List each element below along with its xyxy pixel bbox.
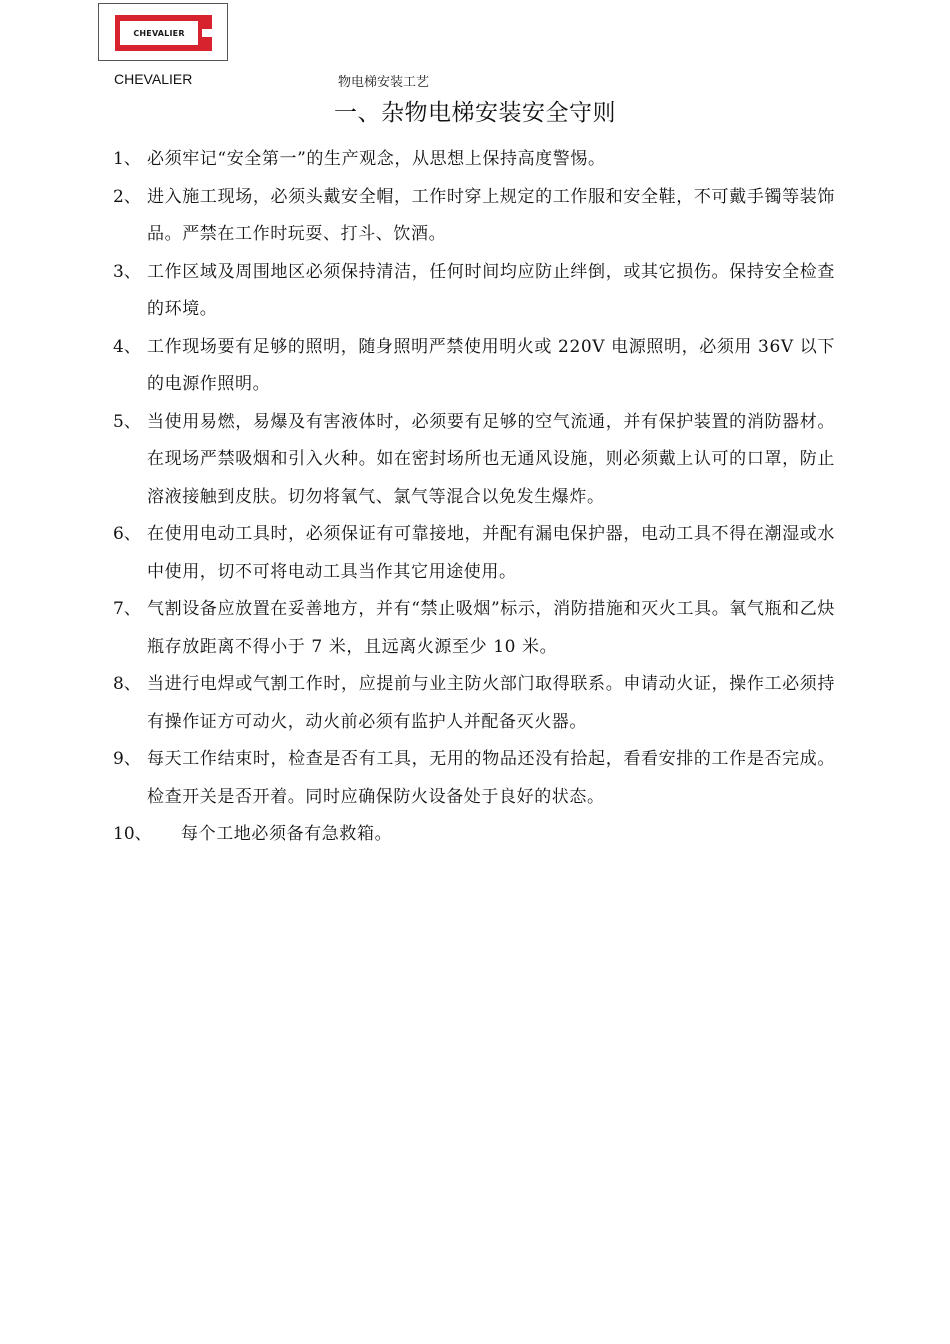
rule-item: [113, 591, 835, 666]
rule-number: 10、: [113, 824, 152, 844]
logo-notch: [202, 29, 212, 37]
rule-number: 2、: [113, 186, 141, 207]
rule-number: 8、: [113, 674, 141, 694]
rule-item: [113, 516, 835, 591]
rules-list: [113, 141, 835, 854]
rule-text: 工作现场要有足够的照明，随身照明严禁使用明火或 220V 电源照明，必须用 36V 以下的电源作照明。: [147, 336, 835, 394]
logo-red-frame: [115, 15, 212, 51]
rule-text: 在使用电动工具时，必须保证有可靠接地，并配有漏电保护器，电动工具不得在潮湿或水中使用，切不可将电动工具当作其它用途使用。: [147, 524, 835, 582]
rule-text: 必须牢记“安全第一”的生产观念，从思想上保持高度警惕。: [147, 149, 606, 169]
rule-number: 4、: [113, 336, 141, 357]
rule-text: 进入施工现场，必须头戴安全帽，工作时穿上规定的工作服和安全鞋，不可戴手镯等装饰品。严禁在工作时玩耍、打斗、饮酒。: [147, 186, 835, 244]
rule-number: 5、: [113, 411, 141, 432]
rule-text: 每天工作结束时，检查是否有工具，无用的物品还没有拾起，看看安排的工作是否完成。检查开关是否开着。同时应确保防火设备处于良好的状态。: [147, 749, 835, 807]
rule-number: 1、: [113, 149, 141, 169]
document-header-title: 物电梯安装工艺: [338, 75, 430, 90]
rule-number: 9、: [113, 749, 141, 769]
rule-text: 当进行电焊或气割工作时，应提前与业主防火部门取得联系。申请动火证，操作工必须持有操作证方可动火，动火前必须有监护人并配备灭火器。: [147, 674, 835, 732]
rule-text: 当使用易燃，易爆及有害液体时，必须要有足够的空气流通，并有保护装置的消防器材。在现场严禁吸烟和引入火种。如在密封场所也无通风设施，则必须戴上认可的口罩，防止溶液接触到皮肤。切勿将氧气、氯气等混合以免发生爆炸。: [147, 411, 835, 507]
rule-item: [113, 404, 835, 517]
brand-name: CHEVALIER: [114, 71, 193, 87]
rule-number: 6、: [113, 524, 141, 544]
rule-item: [113, 141, 835, 179]
rule-item: [113, 179, 835, 254]
logo-text: CHEVALIER: [133, 28, 185, 38]
rule-number: 3、: [113, 261, 141, 282]
rule-text: 每个工地必须备有急救箱。: [181, 824, 393, 844]
rule-number: 7、: [113, 599, 141, 619]
rule-item: [113, 329, 835, 404]
chevalier-logo-icon: [98, 3, 228, 61]
rule-item: [113, 666, 835, 741]
logo-inner: [120, 21, 198, 45]
page-title: 一、杂物电梯安装安全守则: [334, 100, 616, 126]
rule-item: [113, 816, 835, 854]
rule-text: 气割设备应放置在妥善地方，并有“禁止吸烟”标示，消防措施和灭火工具。氧气瓶和乙炔瓶存放距离不得小于 7 米，且远离火源至少 10 米。: [147, 599, 835, 657]
rule-item: [113, 741, 835, 816]
rule-text: 工作区域及周围地区必须保持清洁，任何时间均应防止绊倒，或其它损伤。保持安全检查的环境。: [147, 261, 835, 319]
rule-item: [113, 254, 835, 329]
